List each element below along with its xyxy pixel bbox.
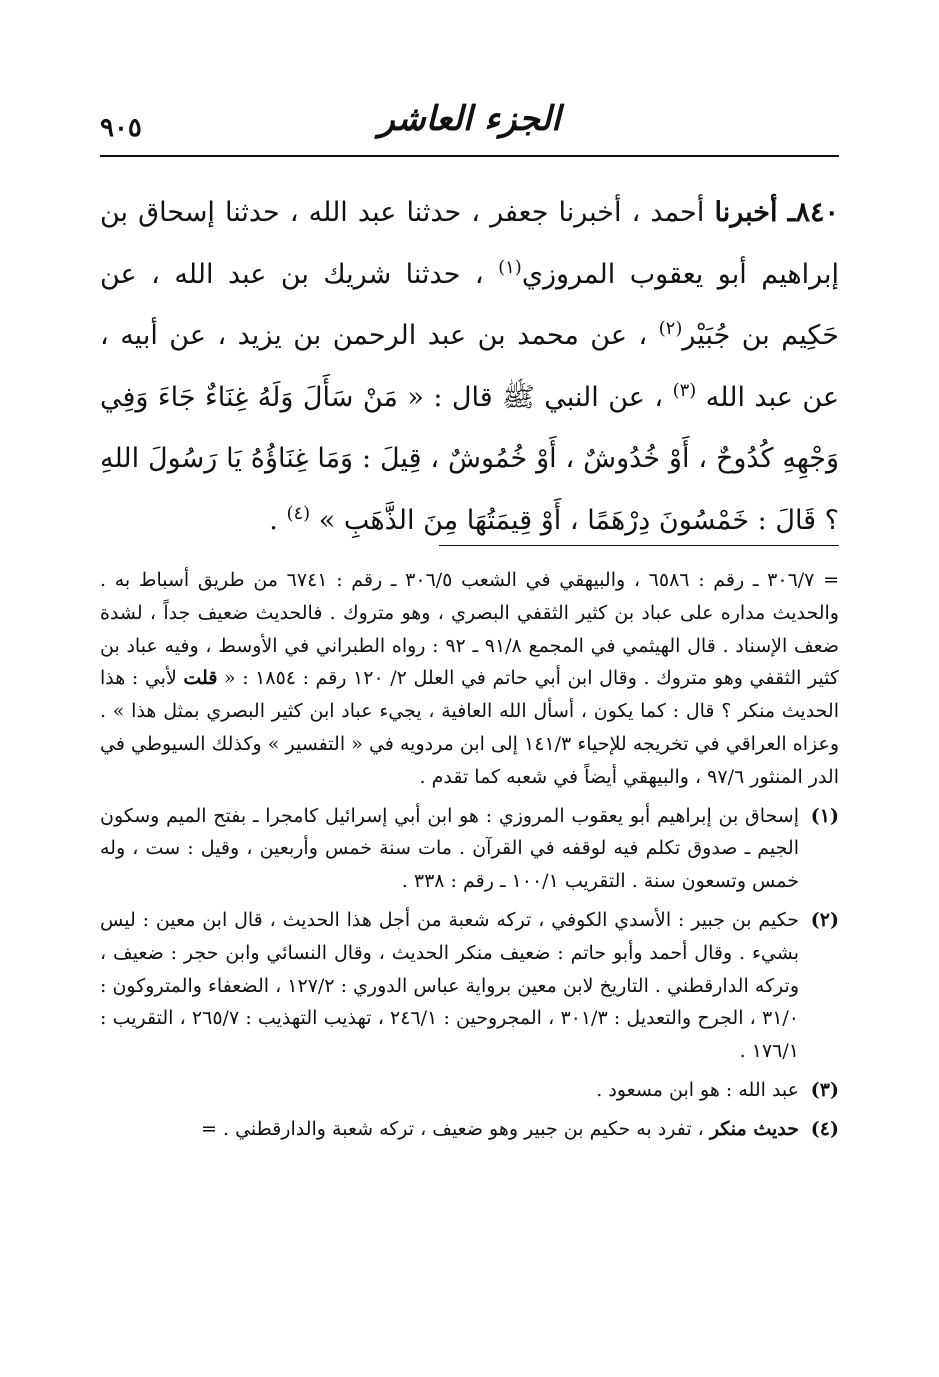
hadith-number: ٨٤٠ـ [787, 197, 839, 228]
footnote-ref-3[interactable]: (٣) [672, 379, 697, 401]
footnotes [100, 564, 839, 1146]
running-title: الجزء العاشر [378, 99, 561, 139]
footnote-1-text: إسحاق بن إبراهيم أبو يعقوب المروزي : هو ابن أبي إسرائيل كامجرا ـ بفتح الميم وسكون الجيم ـ صدوق تكلم فيه لوقفه في القرآن . مات سنة خمس وأربعين ، وقيل : ست ، وله خمس وتسعون سنة . التقريب ١٠٠/١ ـ رقم : ٣٣٨ . [100, 804, 799, 893]
hadith-paragraph [100, 182, 839, 551]
hadith-text-2: ، حدثنا شريك بن عبد الله ، عن حَكِيم بن جُبَيْر [100, 258, 839, 351]
continuation-text-2: لأبي : هذا الحديث منكر ؟ قال : كما يكون ، أسأل الله العافية ، يجيء عباد ابن كثير البصري بمثل هذا » . وعزاه العراقي في تخريجه للإحياء ١٤١/٣ إلى ابن مردويه في « التفسير » وكذلك السيوطي في الدر المنثور ٩٧/٦ ، والبيهقي أيضاً في شعبه كما تقدم . [100, 667, 839, 788]
footnote-ref-4[interactable]: (٤) [286, 502, 311, 524]
footnote-ref-1[interactable]: (١) [498, 256, 522, 278]
hadith-text-5: . [269, 504, 287, 536]
footnote-3-marker: (٣) [810, 1078, 839, 1101]
hadith-text-1: أحمد ، أخبرنا جعفر ، حدثنا عبد الله ، حدثنا إسحاق بن إبراهيم أبو يعقوب المروزي [100, 197, 840, 290]
footnote-2-text: حكيم بن جبير : الأسدي الكوفي ، تركه شعبة من أجل هذا الحديث ، قال ابن معين : ليس بشيء . وقال أحمد وأبو حاتم : ضعيف منكر الحديث ، وقال النسائي وابن حجر : ضعيف ، وتركه الدارقطني . التاريخ لابن معين برواية عباس الدوري : ١٢٧/٢ ، الضعفاء والمتروكون : ٣١/٠ ، الجرح والتعديل : ٣٠١/٣ ، المجروحين : ٢٤٦/١ ، تهذيب التهذيب : ٢٦٥/٧ ، التقريب : ١٧٦/١ . [100, 908, 800, 1063]
footnote-4-rest: ، تفرد به حكيم بن جبير وهو ضعيف ، تركه شعبة والدارقطني . = [201, 1117, 710, 1140]
hadith-lead: أخبرنا [714, 197, 778, 228]
hadith-text [100, 182, 839, 551]
page-header [100, 95, 839, 155]
continuation-text-1: = ٣٠٦/٧ ـ رقم : ٦٥٨٦ ، والبيهقي في الشعب ٣٠٦/٥ ـ رقم : ٦٧٤١ من طريق أسباط به . والحديث مداره على عباد بن كثير الثقفي البصري ، وهو متروك . فالحديث ضعيف جداً ، لشدة ضعف الإسناد . قال الهيثمي في المجمع ٩١/٨ ـ ٩٢ : رواه الطبراني في الأوسط ، وفيه عباد بن كثير الثقفي وهو متروك . وقال ابن أبي حاتم في العلل ٢/ ١٢٠ رقم : ١٨٥٤ : « [100, 569, 840, 690]
footnote-4-text [100, 1113, 799, 1146]
footnote-1 [100, 800, 839, 898]
hadith-text-3: ، عن محمد بن عبد الرحمن بن يزيد ، عن أبيه ، عن عبد الله [100, 320, 840, 413]
footnote-4 [100, 1113, 839, 1146]
continuation-bold: قلت [183, 667, 218, 690]
footnote-2 [100, 904, 839, 1068]
footnote-3 [100, 1074, 839, 1107]
footnote-2-marker: (٢) [810, 908, 839, 931]
header-rule [100, 155, 839, 157]
footnote-rule [439, 545, 839, 546]
page-number: ٩٠٥ [100, 113, 142, 143]
footnote-4-marker: (٤) [810, 1117, 839, 1140]
hadith-text-4: ، عن النبي ﷺ قال : « مَنْ سَأَلَ وَلَهُ غِنَاءٌ جَاءَ وَفِي وَجْهِهِ كُدُوحٌ ، أَوْ خُدُوشٌ ، أَوْ خُمُوشٌ ، قِيلَ : وَمَا غِنَاؤُهُ يَا رَسُولَ اللهِ ؟ قَالَ : خَمْسُونَ دِرْهَمًا ، أَوْ قِيمَتُهَا مِنَ الذَّهَبِ » [100, 381, 839, 536]
footnote-continuation [100, 564, 839, 794]
footnote-ref-2[interactable]: (٢) [658, 318, 683, 339]
footnote-1-marker: (١) [810, 804, 839, 827]
footnote-4-bold: حديث منكر [709, 1117, 799, 1140]
footnote-3-text: عبد الله : هو ابن مسعود . [596, 1078, 799, 1101]
